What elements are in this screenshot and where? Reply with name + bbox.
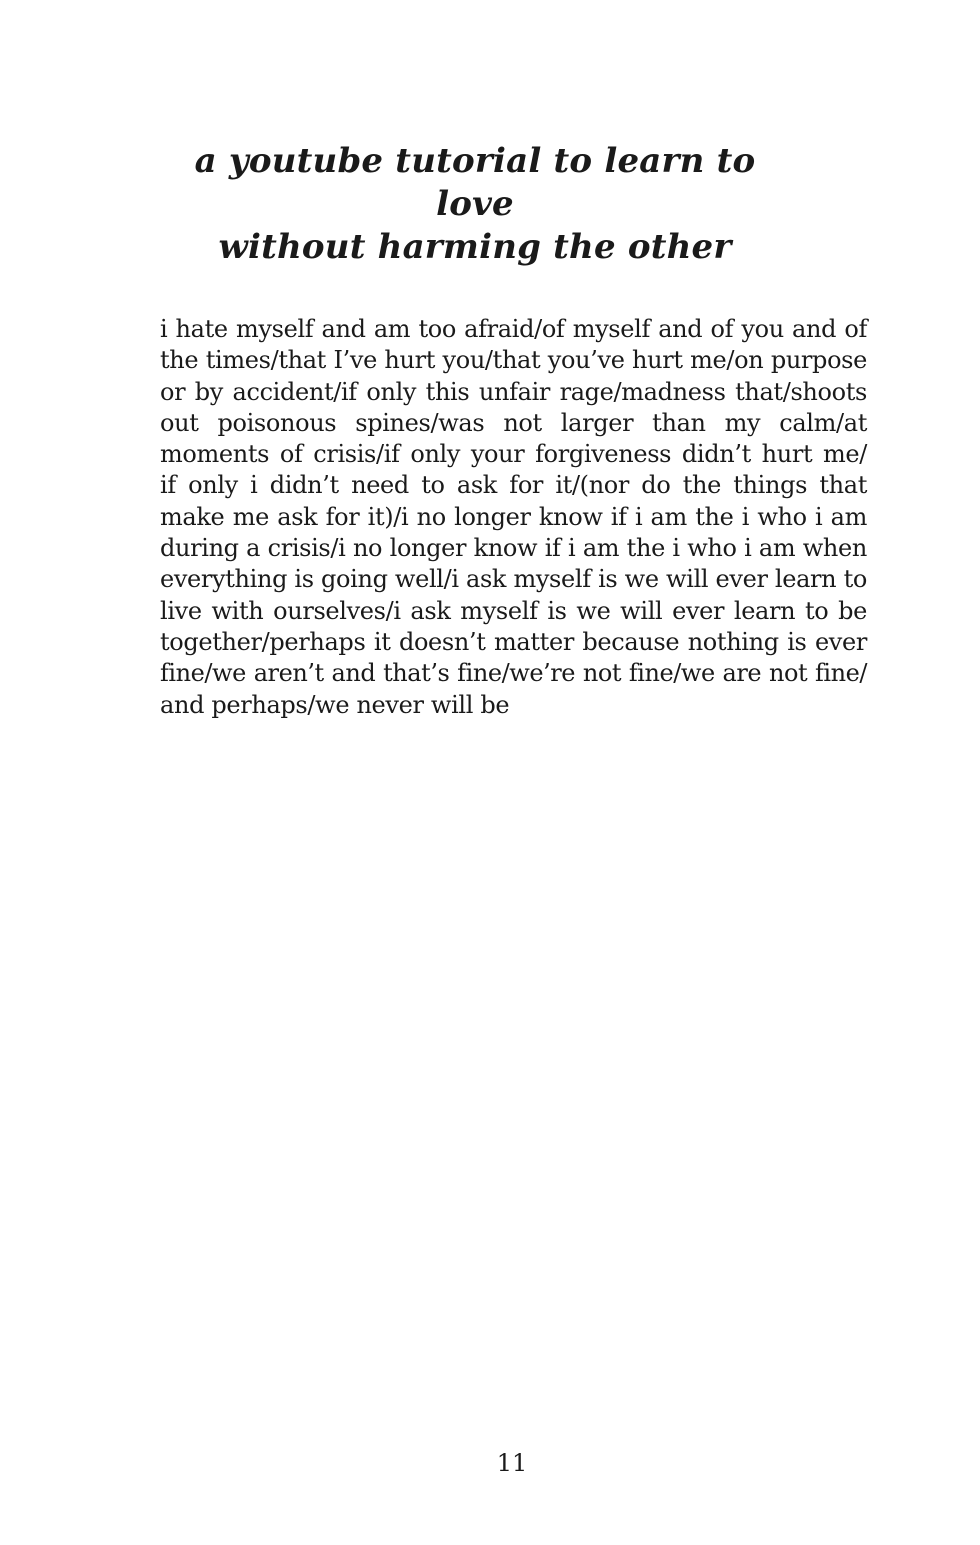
poem-line: if only i didn’t need to ask for it/(nor do the things that — [160, 471, 867, 500]
poem-line: i hate myself and am too afraid/of myself and of you and of — [160, 315, 867, 343]
poem-line: everything is going well/i ask myself is we will ever learn to — [160, 565, 867, 594]
poem-line: fine/we aren’t and that’s fine/we’re not fine/we are not fine/ — [160, 659, 867, 688]
poem-line: live with ourselves/i ask myself is we will ever learn to be — [160, 596, 867, 625]
poem-title-line-1: a youtube tutorial to learn to love — [194, 141, 756, 224]
page-number: 11 — [496, 1449, 528, 1477]
poem-title — [160, 140, 790, 269]
poem-line: make me ask for it)/i no longer know if i am the i who i am — [160, 502, 867, 531]
poem-line: during a crisis/i no longer know if i am the i who i am when — [160, 534, 867, 563]
poem-line: and perhaps/we never will be — [160, 690, 510, 719]
poem-line: out poisonous spines/was not larger than my calm/at — [160, 408, 867, 437]
poem-line: the times/that I’ve hurt you/that you’ve hurt me/on purpose — [160, 346, 867, 375]
poem-body — [160, 314, 867, 721]
poem-title-line-2: without harming the other — [218, 227, 732, 267]
poem-line: moments of crisis/if only your forgiveness didn’t hurt me/ — [160, 440, 867, 469]
poem-line: together/perhaps it doesn’t matter because nothing is ever — [160, 627, 867, 656]
poem-line: or by accident/if only this unfair rage/madness that/shoots — [160, 377, 867, 406]
